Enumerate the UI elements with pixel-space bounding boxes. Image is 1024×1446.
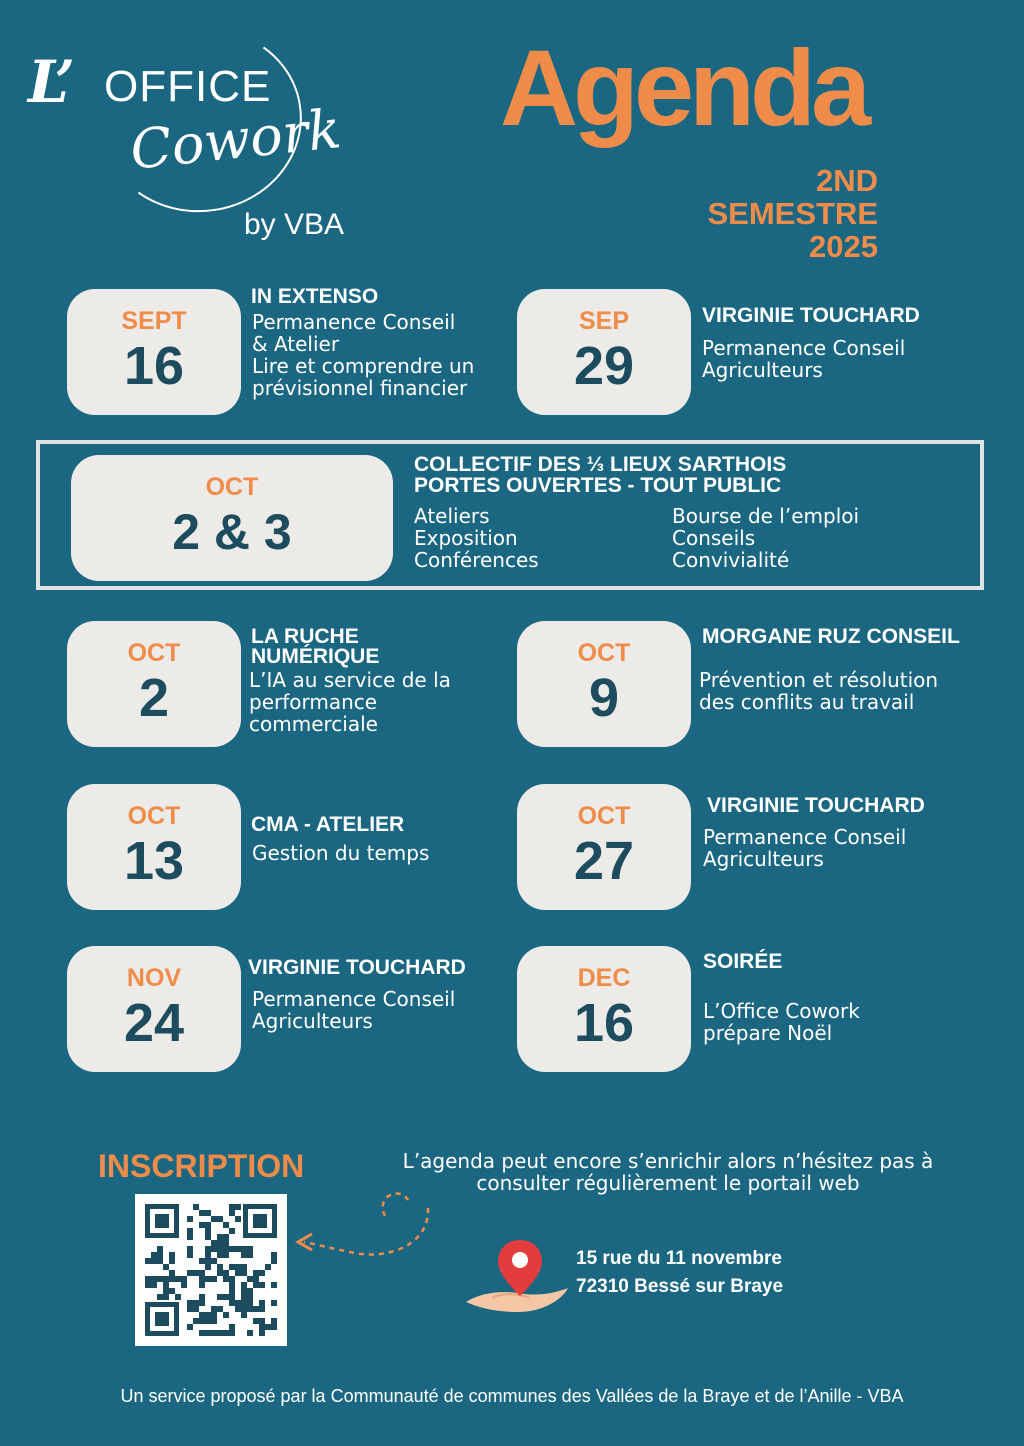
event-description: L’Office Cowork prépare Noël [703,999,860,1045]
date-card [67,784,241,910]
event-activities-left: Ateliers Exposition Conférences [414,504,539,572]
event-month: SEP [578,307,630,335]
event-title: CMA - ATELIER [251,813,405,836]
date-card [517,946,691,1072]
event-description: L’IA au service de la performance commerciale [249,668,451,736]
event-activities-right: Bourse de l’emploi Conseils Convivialité [672,504,860,572]
event-description: Gestion du temps [252,841,430,865]
semester-label [707,164,878,263]
event-month: DEC [577,964,631,992]
event-month: OCT [127,639,181,667]
event-day: 29 [573,336,635,396]
logo-office: OFFICE [104,62,272,111]
inscription-heading: INSCRIPTION [98,1148,305,1184]
footer-text: Un service proposé par la Communauté de communes des Vallées de la Braye et de l’Anille - VBA [120,1386,904,1406]
event-description: Permanence Conseil Agriculteurs [702,336,906,382]
location-pin-icon [462,1238,572,1318]
event-title: VIRGINIE TOUCHARD [702,304,920,327]
semester-line: 2025 [809,229,878,264]
event-day: 16 [123,336,185,396]
info-note: L’agenda peut encore s’enrichir alors n’hésitez pas à consulter régulièrement le portail web [402,1149,934,1195]
semester-line: 2ND [815,163,878,198]
date-card [67,289,241,415]
page-title: Agenda [500,27,867,148]
date-card [517,621,691,747]
logo-by-vba: by VBA [244,208,345,241]
semester-line: SEMESTRE [707,196,878,231]
event-title: IN EXTENSO [251,285,379,308]
event-description: Permanence Conseil Agriculteurs [252,987,456,1033]
dashed-arrow-icon [290,1186,440,1266]
logo-cowork: Cowork [127,97,344,182]
event-day: 2 & 3 [172,504,292,560]
event-description: Permanence Conseil Agriculteurs [703,825,907,871]
event-month: OCT [127,802,181,830]
event-description: Prévention et résolution des conflits au travail [699,668,939,714]
event-month: OCT [577,639,631,667]
event-day: 9 [588,668,620,728]
date-card [67,946,241,1072]
date-card [517,289,691,415]
event-title: MORGANE RUZ CONSEIL [702,625,960,648]
logo-l: L’ [28,48,76,116]
event-day: 16 [573,993,635,1053]
event-month: OCT [205,473,259,501]
event-day: 13 [123,831,185,891]
date-card [67,621,241,747]
qr-code-icon[interactable] [135,1194,287,1346]
date-card [517,784,691,910]
address-city: 72310 Bessé sur Braye [576,1276,784,1297]
event-month: SEPT [121,307,187,335]
event-day: 24 [123,993,185,1053]
event-title: COLLECTIF DES ⅓ LIEUX SARTHOIS [414,453,787,476]
event-title: VIRGINIE TOUCHARD [248,956,466,979]
event-day: 27 [573,831,635,891]
event-month: NOV [126,964,182,992]
date-card [71,455,393,581]
event-day: 2 [138,668,170,728]
event-title: VIRGINIE TOUCHARD [707,794,925,817]
event-title: LA RUCHE NUMÉRIQUE [251,625,380,668]
address [576,1245,783,1301]
event-description: Permanence Conseil & Atelier Lire et comprendre un prévisionnel financier [252,310,475,400]
event-month: OCT [577,802,631,830]
event-title: SOIRÉE [703,950,783,973]
event-subtitle: PORTES OUVERTES - TOUT PUBLIC [414,474,782,497]
qr-code-graphic [135,1194,287,1346]
address-street: 15 rue du 11 novembre [576,1248,782,1269]
